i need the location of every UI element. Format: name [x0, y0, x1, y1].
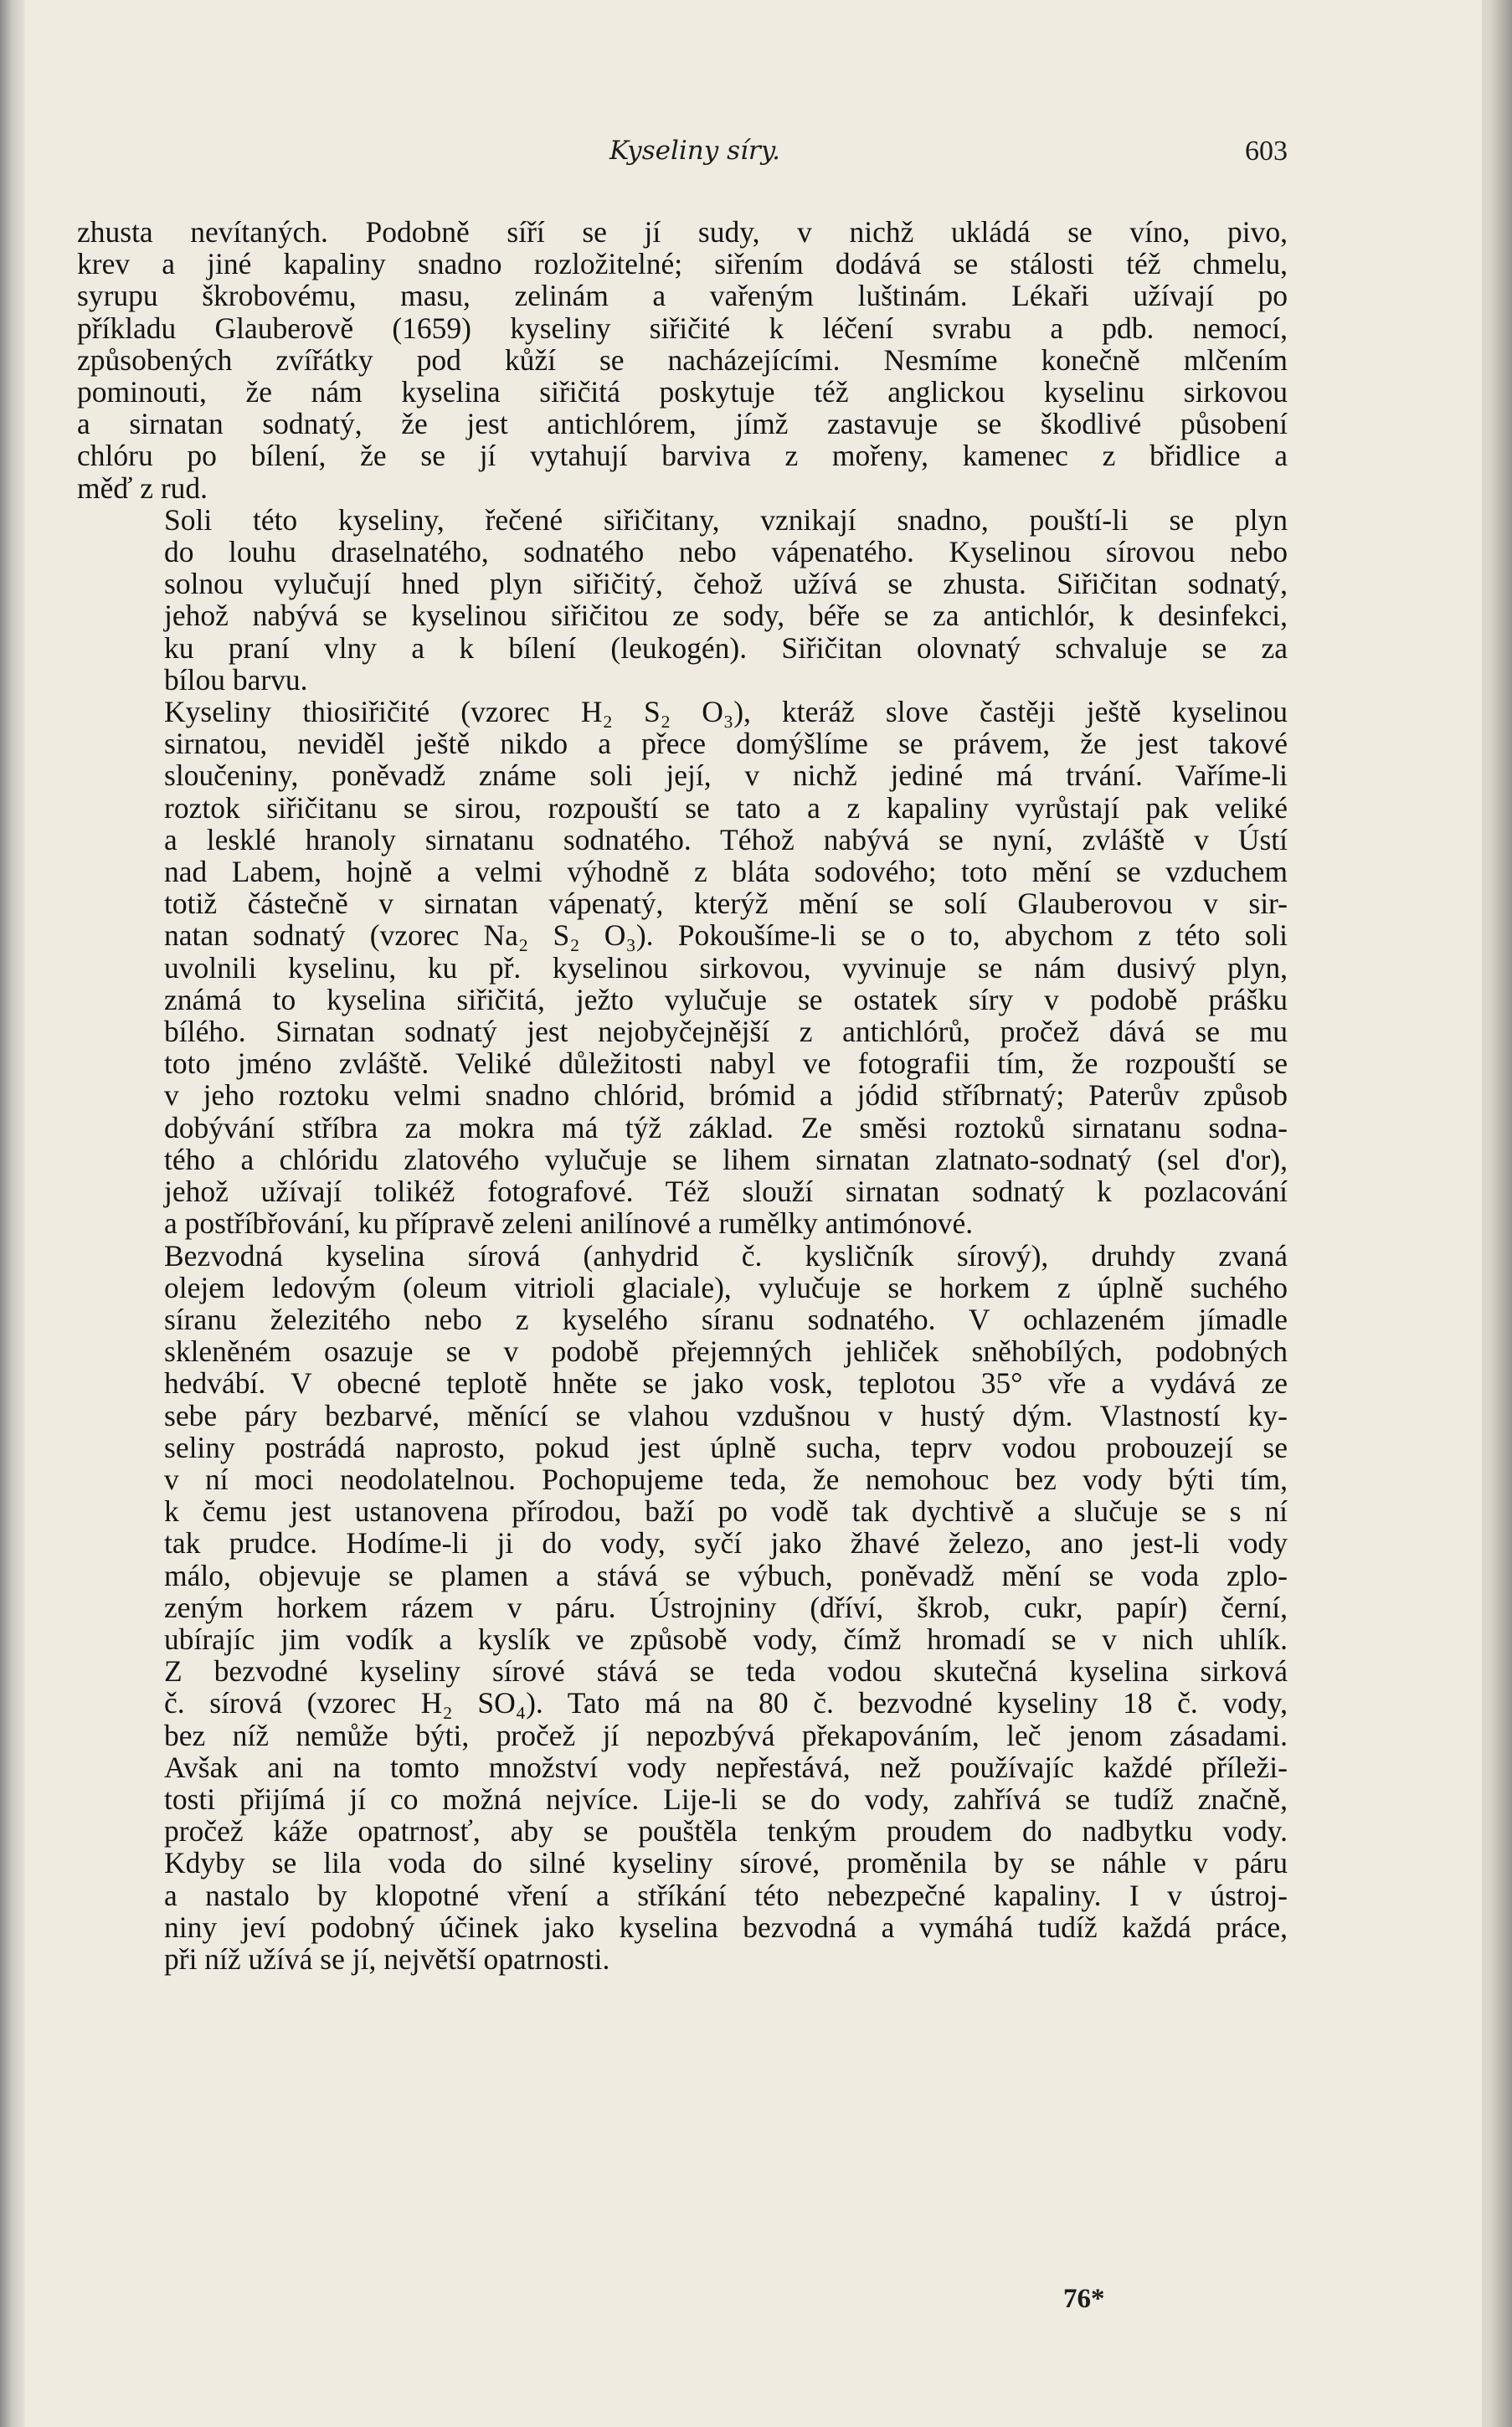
text-line: a lesklé hranoly sirnatanu sodnatého. Téhož nabývá se nyní, zvláště v Ústí [164, 822, 1288, 856]
text-line: síranu železitého nebo z kyselého síranu sodnatého. V ochlazeném jímadle [164, 1302, 1288, 1336]
text-line: toto jméno zvláště. Veliké důležitosti nabyl ve fotografii tím, že rozpouští se [164, 1046, 1288, 1081]
text-line: málo, objevuje se plamen a stává se výbuch, poněvadž mění se voda zplo- [164, 1558, 1288, 1592]
text-line: jehož nabývá se kyselinou siřičitou ze sody, béře se za antichlór, k desinfekci, [164, 599, 1288, 633]
text-line: sloučeniny, poněvadž známe soli její, v nichž jediné má trvání. Vaříme-li [164, 758, 1288, 793]
text-line: Soli této kyseliny, řečené siřičitany, vznikají snadno, pouští-li se plyn [164, 502, 1288, 537]
text-line: měď z rud. [77, 470, 208, 505]
page-number: 603 [1245, 136, 1288, 167]
running-title: Kyseliny síry. [609, 136, 780, 166]
text-line: a nastalo by klopotné vření a stříkání této nebezpečné kapaliny. I v ústroj- [164, 1878, 1288, 1912]
book-page [25, 0, 1482, 2427]
text-line: krev a jiné kapaliny snadno rozložitelné; siřením dodává se stálosti též chmelu, [77, 247, 1288, 281]
text-line: Avšak ani na tomto množství vody nepřestává, než používajíc každé příleži- [164, 1750, 1288, 1784]
text-line: tosti přijímá jí co možná nejvíce. Lije-li se do vody, zahřívá se tudíž značně, [164, 1782, 1288, 1816]
text-line: hedvábí. V obecné teplotě hněte se jako vosk, teplotou 35° vře a vydává ze [164, 1366, 1288, 1401]
text-line: Kdyby se lila voda do silné kyseliny sírové, proměnila by se náhle v páru [164, 1846, 1288, 1880]
text-line: bílou barvu. [164, 662, 308, 697]
paragraph [77, 216, 1288, 504]
paragraph [77, 1240, 1288, 1976]
text-line: chlóru po bílení, že se jí vytahují barviva z mořeny, kamenec z břidlice a [77, 439, 1288, 473]
text-line: v ní moci neodolatelnou. Pochopujeme teda, že nemohouc bez vody býti tím, [164, 1462, 1288, 1496]
text-line: olejem ledovým (oleum vitrioli glaciale), vylučuje se horkem z úplně suchého [164, 1270, 1288, 1304]
text-line: natan sodnatý (vzorec Na₂ S₂ O₃). Pokoušíme-li se o to, abychom z této soli [164, 918, 1288, 953]
text-line: Z bezvodné kyseliny sírové stává se teda vodou skutečná kyselina sirková [164, 1654, 1288, 1689]
text-line: a sirnatan sodnatý, že jest antichlórem, jímž zastavuje se škodlivé působení [77, 407, 1288, 441]
text-line: Kyseliny thiosiřičité (vzorec H₂ S₂ O₃), kteráž slove častěji ještě kyselinou [164, 695, 1288, 729]
text-line: roztok siřičitanu se sirou, rozpouští se tato a z kapaliny vyrůstají pak veliké [164, 790, 1288, 825]
text-line: příkladu Glauberově (1659) kyseliny siřičité k léčení svrabu a pdb. nemocí, [77, 311, 1288, 345]
paragraph [77, 504, 1288, 696]
text-line: bílého. Sirnatan sodnatý jest nejobyčejnější z antichlórů, pročež dává se mu [164, 1015, 1288, 1049]
text-line: tého a chlóridu zlatového vylučuje se lihem sirnatan zlatnato-sodnatý (sel d'or), [164, 1142, 1288, 1176]
text-line: dobývání stříbra za mokra má týž základ. Ze směsi roztoků sirnatanu sodna- [164, 1110, 1288, 1144]
text-line: do louhu draselnatého, sodnatého nebo vápenatého. Kyselinou sírovou nebo [164, 535, 1288, 569]
text-line: pročež káže opatrnosť, aby se pouštěla tenkým proudem do nadbytku vody. [164, 1814, 1288, 1849]
text-line: k čemu jest ustanovena přírodou, baží po vodě tak dychtivě a slučuje se s ní [164, 1494, 1288, 1529]
text-line: zhusta nevítaných. Podobně síří se jí sudy, v nichž ukládá se víno, pivo, [77, 215, 1288, 249]
text-line: ku praní vlny a k bílení (leukogén). Siřičitan olovnatý schvaluje se za [164, 630, 1288, 665]
text-line: zeným horkem rázem v páru. Ústrojniny (dříví, škrob, cukr, papír) černí, [164, 1590, 1288, 1624]
paragraph [77, 696, 1288, 1239]
text-line: pominouti, že nám kyselina siřičitá poskytuje též anglickou kyselinu sirkovou [77, 375, 1288, 409]
text-line: totiž částečně v sirnatan vápenatý, kterýž mění se solí Glauberovou v sir- [164, 887, 1288, 921]
text-line: jehož užívají tolikéž fotografové. Též slouží sirnatan sodnatý k pozlacování [164, 1175, 1288, 1209]
text-line: nad Labem, hojně a velmi výhodně z bláta sodového; toto mění se vzduchem [164, 855, 1288, 889]
text-line: č. sírová (vzorec H₂ SO₄). Tato má na 80 č. bezvodné kyseliny 18 č. vody, [164, 1686, 1288, 1720]
text-line: solnou vylučují hned plyn siřičitý, čehož užívá se zhusta. Siřičitan sodnatý, [164, 567, 1288, 601]
text-line: způsobených zvířátky pod kůží se nacházejícími. Nesmíme konečně mlčením [77, 342, 1288, 377]
text-line: niny jeví podobný účinek jako kyselina bezvodná a vymáhá tudíž každá práce, [164, 1910, 1288, 1944]
text-line: sirnatou, neviděl ještě nikdo a přece domýšlíme se právem, že jest takové [164, 727, 1288, 761]
text-line: sebe páry bezbarvé, měnící se vlahou vzdušnou v hustý dým. Vlastností ky- [164, 1398, 1288, 1432]
text-line: uvolnili kyselinu, ku př. kyselinou sirkovou, vyvinuje se nám dusivý plyn, [164, 950, 1288, 985]
text-line: a postříbřování, ku přípravě zeleni anilínové a rumělky antimónové. [164, 1206, 974, 1241]
text-line: ubírajíc jim vodík a kyslík ve způsobě vody, čímž hromadí se v nich uhlík. [164, 1622, 1288, 1656]
text-line: v jeho roztoku velmi snadno chlórid, brómid a jódid stříbrnatý; Paterův způsob [164, 1078, 1288, 1113]
text-line: tak prudce. Hodíme-li ji do vody, syčí jako žhavé železo, ano jest-li vody [164, 1526, 1288, 1561]
text-line: známá to kyselina siřičitá, ježto vylučuje se ostatek síry v podobě prášku [164, 982, 1288, 1016]
signature-mark: 76* [1063, 2284, 1105, 2314]
text-line: seliny postrádá naprosto, pokud jest úplně sucha, teprv vodou probouzejí se [164, 1430, 1288, 1464]
text-line: skleněném osazuje se v podobě přejemných jehliček sněhobílých, podobných [164, 1334, 1288, 1369]
text-line: Bezvodná kyselina sírová (anhydrid č. kysličník sírový), druhdy zvaná [164, 1238, 1288, 1273]
body-text [77, 216, 1288, 1975]
text-line: při níž užívá se jí, největší opatrnosti. [164, 1941, 610, 1976]
text-line: bez níž nemůže býti, pročež jí nepozbývá překapováním, leč jenom zásadami. [164, 1718, 1288, 1752]
text-line: syrupu škrobovému, masu, zelinám a vařeným luštinám. Lékaři užívají po [77, 279, 1288, 313]
page-header [25, 136, 1482, 177]
